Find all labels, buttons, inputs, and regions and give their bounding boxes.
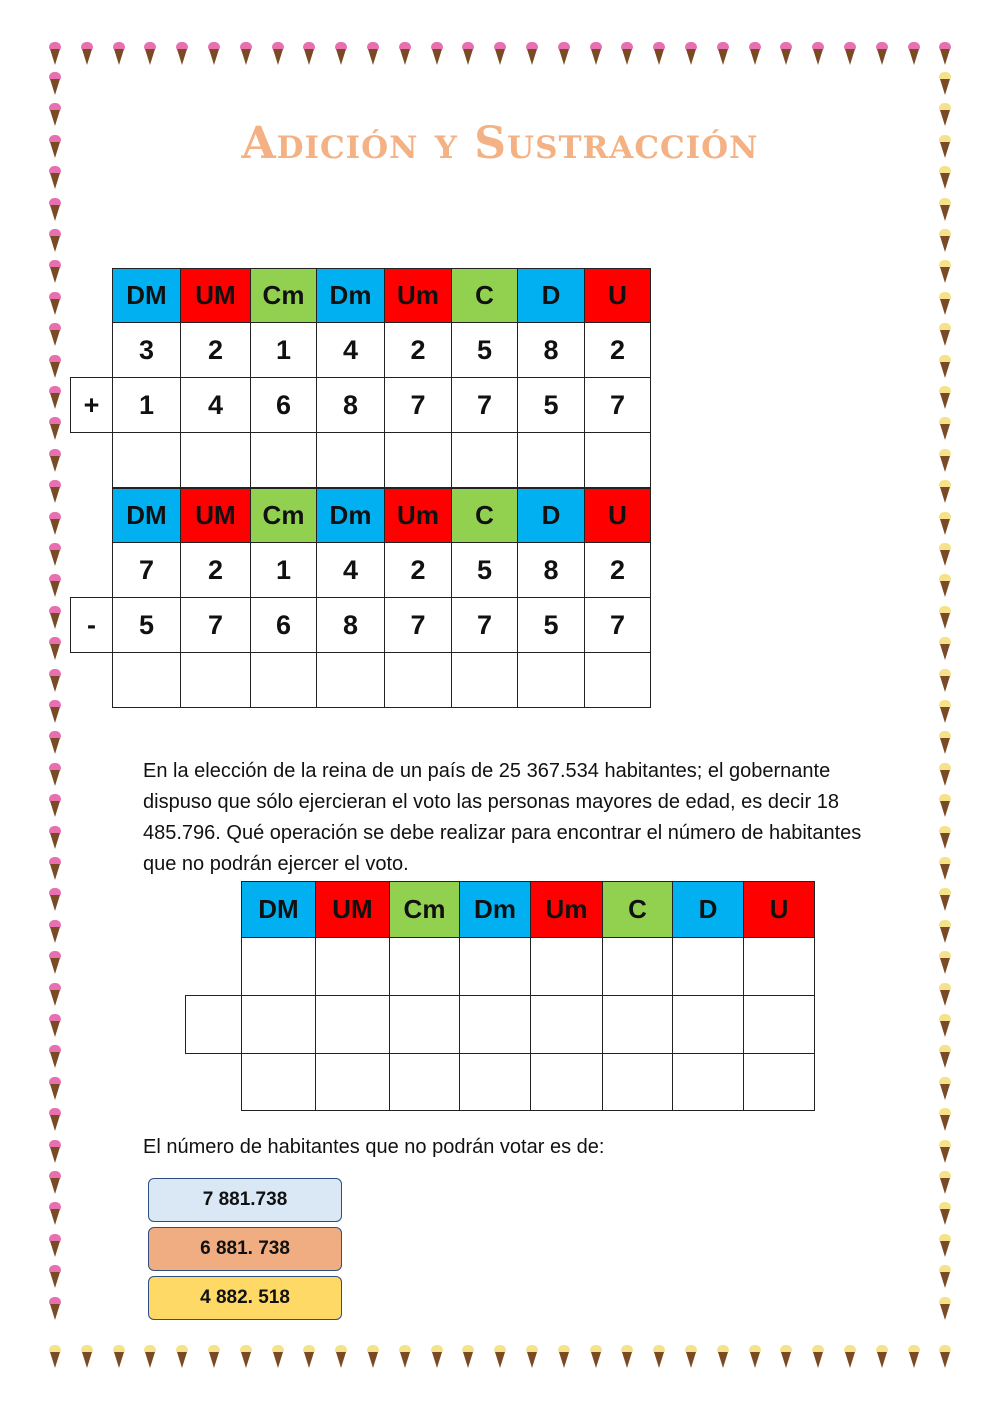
- ice-cream-cone-icon: [939, 543, 951, 567]
- plus-sign: +: [71, 378, 113, 433]
- digit-cell: 8: [317, 378, 385, 433]
- subtraction-result-row: [71, 653, 651, 708]
- ice-cream-cone-icon: [939, 1297, 951, 1321]
- ice-cream-cone-icon: [717, 42, 729, 66]
- addition-table: [70, 268, 651, 488]
- answer-cell[interactable]: [242, 1054, 316, 1111]
- ice-cream-cone-icon: [49, 42, 61, 66]
- ice-cream-cone-icon: [939, 480, 951, 504]
- ice-cream-cone-icon: [780, 42, 792, 66]
- ice-cream-cone-icon: [939, 731, 951, 755]
- ice-cream-cone-icon: [939, 166, 951, 190]
- answer-option-2[interactable]: 6 881. 738: [148, 1227, 342, 1271]
- answer-cell[interactable]: [585, 433, 651, 488]
- page-title: Adición y Sustracción: [241, 118, 759, 169]
- digit-cell: 7: [585, 598, 651, 653]
- header-dm-lower: Dm: [317, 489, 385, 543]
- ice-cream-cone-icon: [939, 323, 951, 347]
- ice-cream-cone-icon: [49, 1297, 61, 1321]
- digit-cell: 7: [452, 378, 518, 433]
- ice-cream-cone-icon: [113, 1345, 125, 1369]
- ice-cream-cone-icon: [844, 1345, 856, 1369]
- ice-cream-cone-icon: [81, 42, 93, 66]
- answer-cell[interactable]: [460, 938, 531, 996]
- ice-cream-cone-icon: [49, 1140, 61, 1164]
- digit-cell: 5: [113, 598, 181, 653]
- ice-cream-cone-icon: [653, 1345, 665, 1369]
- addition-header-row: [71, 269, 651, 323]
- header-cm: Cm: [390, 882, 460, 938]
- header-dm: DM: [113, 269, 181, 323]
- digit-cell: 6: [251, 598, 317, 653]
- ice-cream-cone-icon: [939, 229, 951, 253]
- answer-cell[interactable]: [390, 938, 460, 996]
- operator-cell[interactable]: [186, 996, 242, 1054]
- ice-cream-cone-icon: [49, 731, 61, 755]
- ice-cream-cone-icon: [240, 42, 252, 66]
- ice-cream-cone-icon: [49, 260, 61, 284]
- answer-cell[interactable]: [673, 938, 744, 996]
- ice-cream-cone-icon: [399, 1345, 411, 1369]
- header-c: C: [452, 489, 518, 543]
- digit-cell: 7: [113, 543, 181, 598]
- ice-cream-cone-icon: [49, 543, 61, 567]
- answer-cell[interactable]: [744, 938, 815, 996]
- answer-cell[interactable]: [531, 938, 603, 996]
- answer-cell[interactable]: [744, 996, 815, 1054]
- answer-cell[interactable]: [385, 653, 452, 708]
- digit-cell: 5: [518, 598, 585, 653]
- answer-cell[interactable]: [316, 938, 390, 996]
- ice-cream-cone-icon: [939, 1077, 951, 1101]
- ice-cream-cone-icon: [558, 42, 570, 66]
- digit-cell: 3: [113, 323, 181, 378]
- ice-cream-cone-icon: [939, 574, 951, 598]
- digit-cell: 7: [385, 378, 452, 433]
- header-d: D: [518, 269, 585, 323]
- ice-cream-cone-icon: [462, 1345, 474, 1369]
- header-cm: Cm: [251, 489, 317, 543]
- answer-cell[interactable]: [316, 996, 390, 1054]
- ice-cream-cone-icon: [113, 42, 125, 66]
- digit-cell: 5: [452, 323, 518, 378]
- ice-cream-cone-icon: [367, 42, 379, 66]
- answer-cell[interactable]: [113, 433, 181, 488]
- ice-cream-cone-icon: [621, 1345, 633, 1369]
- answer-option-1[interactable]: 7 881.738: [148, 1178, 342, 1222]
- ice-cream-cone-icon: [939, 637, 951, 661]
- answer-prompt: El número de habitantes que no podrán votar es de:: [143, 1136, 605, 1158]
- digit-cell: 4: [181, 378, 251, 433]
- addition-row-1: [71, 323, 651, 378]
- ice-cream-cone-icon: [49, 763, 61, 787]
- ice-cream-cone-icon: [908, 1345, 920, 1369]
- digit-cell: 5: [452, 543, 518, 598]
- header-um: UM: [181, 269, 251, 323]
- ice-cream-cone-icon: [749, 42, 761, 66]
- ice-cream-cone-icon: [939, 260, 951, 284]
- ice-cream-cone-icon: [939, 1108, 951, 1132]
- answer-cell[interactable]: [390, 996, 460, 1054]
- problem-header-row: [186, 882, 815, 938]
- ice-cream-cone-icon: [49, 1045, 61, 1069]
- digit-cell: 4: [317, 543, 385, 598]
- ice-cream-cone-icon: [939, 857, 951, 881]
- answer-cell[interactable]: [251, 653, 317, 708]
- ice-cream-cone-icon: [144, 42, 156, 66]
- ice-cream-cone-icon: [939, 417, 951, 441]
- answer-cell[interactable]: [385, 433, 452, 488]
- ice-cream-cone-icon: [49, 1077, 61, 1101]
- digit-cell: 2: [181, 323, 251, 378]
- ice-cream-cone-icon: [49, 606, 61, 630]
- header-c: C: [603, 882, 673, 938]
- ice-cream-cone-icon: [749, 1345, 761, 1369]
- ice-cream-cone-icon: [49, 826, 61, 850]
- problem-result-row: [186, 1054, 815, 1111]
- answer-cell[interactable]: [603, 938, 673, 996]
- ice-cream-cone-icon: [876, 1345, 888, 1369]
- ice-cream-cone-icon: [526, 42, 538, 66]
- answer-cell[interactable]: [518, 433, 585, 488]
- ice-cream-cone-icon: [49, 1171, 61, 1195]
- ice-cream-cone-icon: [49, 920, 61, 944]
- ice-cream-cone-icon: [939, 606, 951, 630]
- answer-cell[interactable]: [603, 1054, 673, 1111]
- ice-cream-cone-icon: [81, 1345, 93, 1369]
- word-problem-table: [185, 881, 815, 1111]
- ice-cream-cone-icon: [49, 700, 61, 724]
- answer-cell[interactable]: [460, 996, 531, 1054]
- ice-cream-cone-icon: [399, 42, 411, 66]
- ice-cream-cone-icon: [939, 72, 951, 96]
- header-um: UM: [181, 489, 251, 543]
- ice-cream-cone-icon: [939, 888, 951, 912]
- header-um-lower: Um: [385, 489, 452, 543]
- ice-cream-cone-icon: [49, 669, 61, 693]
- digit-cell: 8: [518, 323, 585, 378]
- header-u: U: [585, 489, 651, 543]
- word-problem-text: En la elección de la reina de un país de 25 367.534 habitantes; el gobernante dispuso que sólo ejercieran el voto las personas mayores de edad, es decir 18 485.796. Qué operación se debe realizar para encontrar el número de habitantes que no podrán ejercer el voto.: [143, 760, 862, 875]
- addition-row-2: [71, 378, 651, 433]
- ice-cream-cone-icon: [908, 42, 920, 66]
- answer-cell[interactable]: [181, 653, 251, 708]
- ice-cream-cone-icon: [49, 1014, 61, 1038]
- ice-cream-cone-icon: [939, 386, 951, 410]
- ice-cream-cone-icon: [939, 42, 951, 66]
- ice-cream-cone-icon: [494, 42, 506, 66]
- subtraction-table: [70, 488, 651, 708]
- ice-cream-cone-icon: [939, 794, 951, 818]
- header-um-lower: Um: [531, 882, 603, 938]
- ice-cream-cone-icon: [335, 1345, 347, 1369]
- ice-cream-cone-icon: [939, 1345, 951, 1369]
- answer-option-3[interactable]: 4 882. 518: [148, 1276, 342, 1320]
- answer-cell[interactable]: [113, 653, 181, 708]
- answer-cell[interactable]: [452, 653, 518, 708]
- subtraction-row-2: [71, 598, 651, 653]
- ice-cream-cone-icon: [49, 1202, 61, 1226]
- answer-cell[interactable]: [603, 996, 673, 1054]
- minus-sign: -: [71, 598, 113, 653]
- digit-cell: 1: [251, 323, 317, 378]
- ice-cream-cone-icon: [49, 198, 61, 222]
- ice-cream-cone-icon: [526, 1345, 538, 1369]
- ice-cream-cone-icon: [272, 42, 284, 66]
- answer-cell[interactable]: [317, 653, 385, 708]
- digit-cell: 2: [181, 543, 251, 598]
- ice-cream-cone-icon: [208, 1345, 220, 1369]
- ice-cream-cone-icon: [590, 1345, 602, 1369]
- answer-cell[interactable]: [460, 1054, 531, 1111]
- ice-cream-cone-icon: [685, 1345, 697, 1369]
- digit-cell: 6: [251, 378, 317, 433]
- answer-cell[interactable]: [242, 938, 316, 996]
- ice-cream-cone-icon: [49, 574, 61, 598]
- ice-cream-cone-icon: [208, 42, 220, 66]
- digit-cell: 5: [518, 378, 585, 433]
- ice-cream-cone-icon: [462, 42, 474, 66]
- answer-cell[interactable]: [673, 1054, 744, 1111]
- ice-cream-cone-icon: [49, 229, 61, 253]
- answer-cell[interactable]: [531, 996, 603, 1054]
- ice-cream-cone-icon: [49, 323, 61, 347]
- header-u: U: [585, 269, 651, 323]
- ice-cream-cone-icon: [49, 417, 61, 441]
- ice-cream-cone-icon: [49, 1345, 61, 1369]
- answer-cell[interactable]: [251, 433, 317, 488]
- subtraction-row-1: [71, 543, 651, 598]
- header-c: C: [452, 269, 518, 323]
- ice-cream-cone-icon: [49, 637, 61, 661]
- ice-cream-cone-icon: [49, 888, 61, 912]
- ice-cream-cone-icon: [844, 42, 856, 66]
- answer-cell[interactable]: [390, 1054, 460, 1111]
- header-dm: DM: [242, 882, 316, 938]
- ice-cream-cone-icon: [49, 1108, 61, 1132]
- ice-cream-cone-icon: [812, 1345, 824, 1369]
- digit-cell: 1: [113, 378, 181, 433]
- digit-cell: 7: [452, 598, 518, 653]
- ice-cream-cone-icon: [49, 449, 61, 473]
- ice-cream-cone-icon: [49, 1265, 61, 1289]
- digit-cell: 7: [181, 598, 251, 653]
- ice-cream-cone-icon: [49, 386, 61, 410]
- ice-cream-cone-icon: [939, 1171, 951, 1195]
- ice-cream-cone-icon: [939, 198, 951, 222]
- ice-cream-cone-icon: [49, 480, 61, 504]
- header-dm-lower: Dm: [460, 882, 531, 938]
- problem-row-2: [186, 996, 815, 1054]
- digit-cell: 8: [317, 598, 385, 653]
- ice-cream-cone-icon: [717, 1345, 729, 1369]
- ice-cream-cone-icon: [621, 42, 633, 66]
- header-d: D: [518, 489, 585, 543]
- problem-row-1: [186, 938, 815, 996]
- ice-cream-cone-icon: [939, 951, 951, 975]
- digit-cell: 2: [385, 323, 452, 378]
- ice-cream-cone-icon: [685, 42, 697, 66]
- ice-cream-cone-icon: [494, 1345, 506, 1369]
- header-dm: DM: [113, 489, 181, 543]
- ice-cream-cone-icon: [49, 166, 61, 190]
- answer-cell[interactable]: [452, 433, 518, 488]
- answer-cell[interactable]: [531, 1054, 603, 1111]
- ice-cream-cone-icon: [49, 983, 61, 1007]
- ice-cream-cone-icon: [939, 1265, 951, 1289]
- ice-cream-cone-icon: [939, 983, 951, 1007]
- ice-cream-cone-icon: [303, 42, 315, 66]
- answer-cell[interactable]: [316, 1054, 390, 1111]
- digit-cell: 7: [385, 598, 452, 653]
- ice-cream-cone-icon: [49, 512, 61, 536]
- ice-cream-cone-icon: [939, 512, 951, 536]
- answer-cell[interactable]: [317, 433, 385, 488]
- header-dm-lower: Dm: [317, 269, 385, 323]
- ice-cream-cone-icon: [49, 1234, 61, 1258]
- header-um-lower: Um: [385, 269, 452, 323]
- header-cm: Cm: [251, 269, 317, 323]
- header-d: D: [673, 882, 744, 938]
- ice-cream-cone-icon: [49, 292, 61, 316]
- answer-cell[interactable]: [518, 653, 585, 708]
- answer-cell[interactable]: [673, 996, 744, 1054]
- ice-cream-cone-icon: [939, 920, 951, 944]
- ice-cream-cone-icon: [431, 42, 443, 66]
- ice-cream-cone-icon: [431, 1345, 443, 1369]
- digit-cell: 8: [518, 543, 585, 598]
- digit-cell: 2: [585, 543, 651, 598]
- ice-cream-cone-icon: [49, 857, 61, 881]
- header-um: UM: [316, 882, 390, 938]
- subtraction-header-row: [71, 489, 651, 543]
- ice-cream-cone-icon: [939, 449, 951, 473]
- ice-cream-cone-icon: [939, 1202, 951, 1226]
- ice-cream-cone-icon: [367, 1345, 379, 1369]
- ice-cream-cone-icon: [939, 1045, 951, 1069]
- digit-cell: 7: [585, 378, 651, 433]
- ice-cream-cone-icon: [303, 1345, 315, 1369]
- ice-cream-cone-icon: [939, 826, 951, 850]
- ice-cream-cone-icon: [335, 42, 347, 66]
- ice-cream-cone-icon: [780, 1345, 792, 1369]
- answer-cell[interactable]: [585, 653, 651, 708]
- ice-cream-cone-icon: [812, 42, 824, 66]
- answer-cell[interactable]: [744, 1054, 815, 1111]
- ice-cream-cone-icon: [590, 42, 602, 66]
- ice-cream-cone-icon: [939, 292, 951, 316]
- ice-cream-cone-icon: [176, 1345, 188, 1369]
- answer-cell[interactable]: [181, 433, 251, 488]
- answer-cell[interactable]: [242, 996, 316, 1054]
- addition-result-row: [71, 433, 651, 488]
- digit-cell: 2: [385, 543, 452, 598]
- ice-cream-cone-icon: [176, 42, 188, 66]
- ice-cream-cone-icon: [939, 669, 951, 693]
- ice-cream-cone-icon: [240, 1345, 252, 1369]
- header-u: U: [744, 882, 815, 938]
- ice-cream-cone-icon: [876, 42, 888, 66]
- ice-cream-cone-icon: [272, 1345, 284, 1369]
- ice-cream-cone-icon: [939, 1234, 951, 1258]
- ice-cream-cone-icon: [939, 763, 951, 787]
- ice-cream-cone-icon: [653, 42, 665, 66]
- ice-cream-cone-icon: [939, 700, 951, 724]
- ice-cream-cone-icon: [49, 72, 61, 96]
- ice-cream-cone-icon: [49, 355, 61, 379]
- digit-cell: 2: [585, 323, 651, 378]
- ice-cream-cone-icon: [49, 951, 61, 975]
- ice-cream-cone-icon: [939, 1140, 951, 1164]
- ice-cream-cone-icon: [49, 794, 61, 818]
- ice-cream-cone-icon: [939, 355, 951, 379]
- digit-cell: 1: [251, 543, 317, 598]
- ice-cream-cone-icon: [558, 1345, 570, 1369]
- ice-cream-cone-icon: [144, 1345, 156, 1369]
- ice-cream-cone-icon: [939, 1014, 951, 1038]
- digit-cell: 4: [317, 323, 385, 378]
